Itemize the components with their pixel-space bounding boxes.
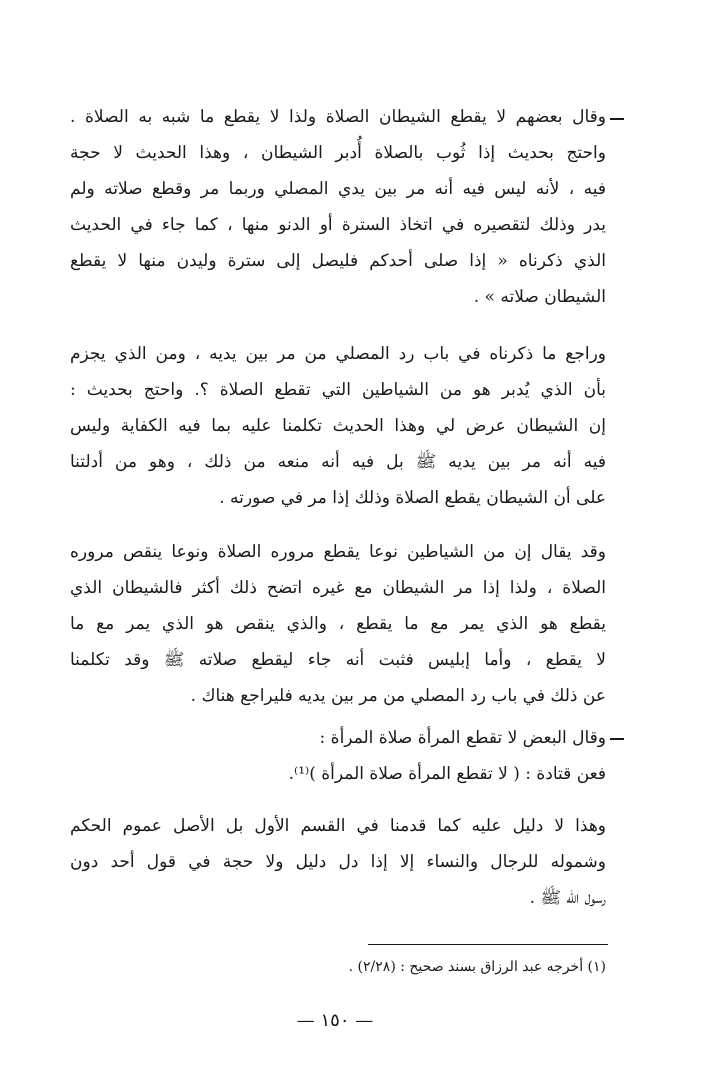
text-line: وهذا لا دليل عليه كما قدمنا في القسم الأول بل الأصل عموم الحكم: [70, 816, 606, 836]
text-line: فعن قتادة : ( لا تقطع المرأة صلاة المرأة )⁽¹⁾.: [288, 764, 606, 784]
footnote-divider: [368, 944, 608, 945]
text-line: إن الشيطان عرض لي وهذا الحديث تكلمنا عليه بما فيه الكفاية وليس: [70, 416, 606, 436]
text-line: وراجع ما ذكرناه في باب رد المصلي من مر بين يديه ، ومن الذي يجزم: [70, 344, 606, 364]
text-line: الشيطان صلاته » .: [473, 287, 606, 307]
text-line: واحتج بحديث إذا ثُوب بالصلاة أُدبر الشيطان ، وهذا الحديث لا حجة: [70, 143, 606, 163]
text-line: وقال البعض لا تقطع المرأة صلاة المرأة :: [319, 728, 606, 748]
footnote: (١) أخرجه عبد الرزاق بسند صحيح : (٢/٢٨) .: [348, 959, 606, 975]
text-line: وقد يقال إن من الشياطين نوعا يقطع مروره الصلاة ونوعا ينقص مروره: [70, 542, 606, 562]
text-line: وشموله للرجال والنساء إلا إذا دل دليل ولا حجة في قول أحد دون: [70, 852, 606, 872]
text-line: وقال بعضهم لا يقطع الشيطان الصلاة ولذا لا يقطع ما شبه به الصلاة .: [70, 107, 606, 127]
text-line: الصلاة ، ولذا إذا مر الشيطان مع غيره اتضح ذلك أكثر فالشيطان الذي: [70, 578, 606, 598]
paragraph-dash: [610, 118, 624, 120]
text-line: يقطع هو الذي يمر مع ما يقطع ، والذي ينقص هو الذي يمر مع ما: [70, 614, 606, 634]
paragraph-4: [70, 720, 606, 792]
paragraph-5: [70, 808, 606, 916]
text-line: لا يقطع ، وأما إبليس فثبت أنه جاء ليقطع صلاته ﷺ وقد تكلمنا: [70, 650, 606, 670]
text-line: فيه ، لأنه ليس فيه أنه مر بين يدي المصلي وربما مر وقطع صلاته ولم: [70, 179, 606, 199]
text-line: بأن الذي يُدبر هو من الشياطين التي تقطع الصلاة ؟. واحتج بحديث :: [70, 380, 606, 400]
text-line: رسول الله ﷺ .: [529, 888, 606, 908]
page-number: — ١٥٠ —: [296, 1010, 374, 1031]
text-line: يدر وذلك لتقصيره في اتخاذ السترة أو الدنو منها ، كما جاء في الحديث: [70, 215, 606, 235]
text-line: عن ذلك في باب رد المصلي من مر بين يديه فليراجع هناك .: [190, 686, 606, 706]
paragraph-3: [70, 534, 606, 714]
text-line: على أن الشيطان يقطع الصلاة وذلك إذا مر في صورته .: [219, 488, 606, 508]
text-line: فيه أنه مر بين يديه ﷺ بل فيه أنه منعه من ذلك ، وهو من أدلتنا: [70, 452, 606, 472]
text-line: الذي ذكرناه « إذا صلى أحدكم فليصل إلى سترة وليدن منها لا يقطع: [70, 251, 606, 271]
paragraph-1: [70, 99, 606, 315]
paragraph-dash: [610, 738, 624, 740]
paragraph-2: [70, 336, 606, 516]
